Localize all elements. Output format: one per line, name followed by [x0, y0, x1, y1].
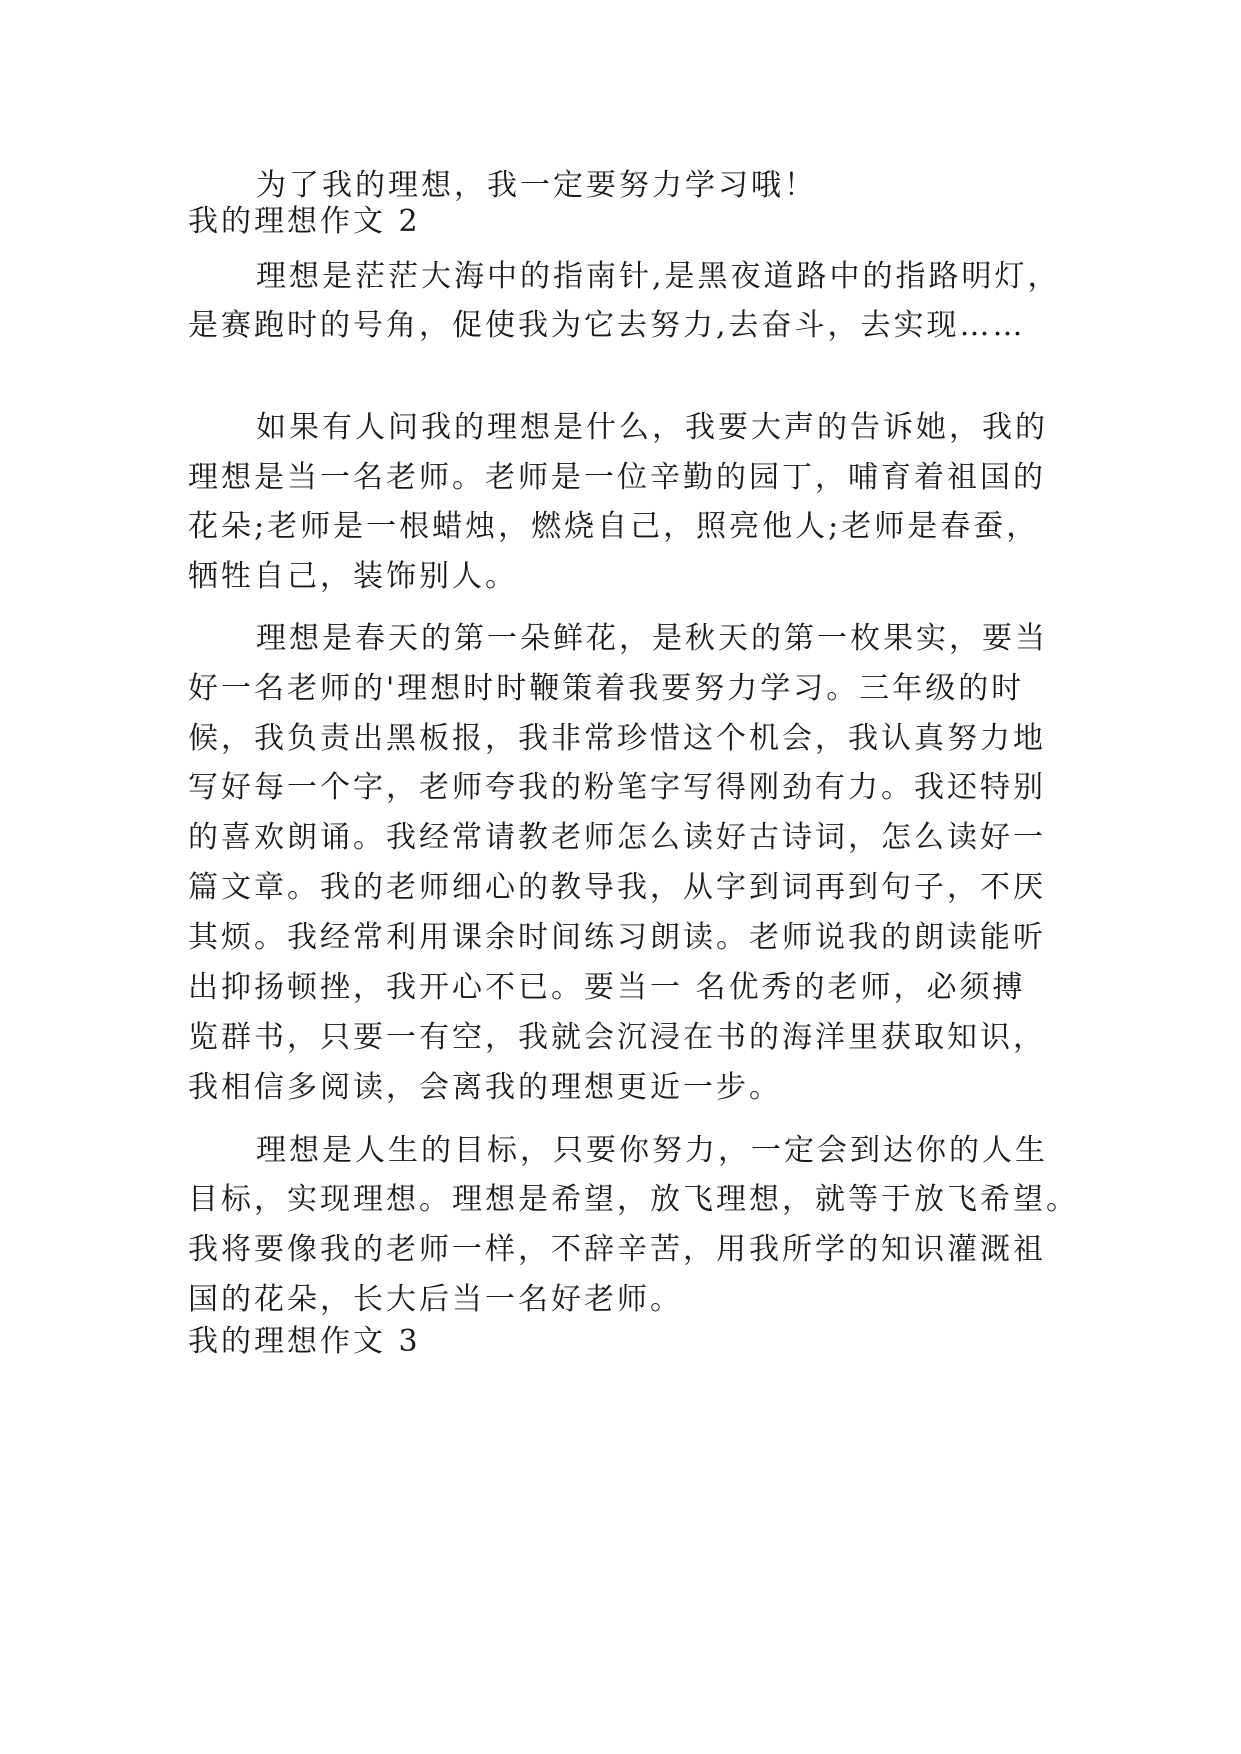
paragraph-line: 理想是茫茫大海中的指南针,是黑夜道路中的指路明灯，: [256, 259, 1061, 294]
paragraph-line: 览群书，只要一有空，我就会沉浸在书的海洋里获取知识，: [188, 1020, 1046, 1055]
paragraph-line: 出抑扬顿挫，我开心不已。要当一 名优秀的老师，必须搏: [188, 970, 1026, 1005]
paragraph-line: 花朵;老师是一根蜡烛，燃烧自己，照亮他人;老师是春蚕，: [188, 509, 1040, 544]
paragraph-line: 其烦。我经常利用课余时间练习朗读。老师说我的朗读能听: [188, 920, 1046, 955]
paragraph-line: 好一名老师的'理想时时鞭策着我要努力学习。三年级的时: [188, 671, 1025, 706]
paragraph-line: 国的花朵，长大后当一名好老师。: [188, 1282, 683, 1317]
paragraph-line: 写好每一个字，老师夸我的粉笔字写得刚劲有力。我还特别: [188, 770, 1046, 805]
paragraph-line: 我将要像我的老师一样，不辞辛苦，用我所学的知识灌溉祖: [188, 1232, 1046, 1267]
paragraph-line: 理想是春天的第一朵鲜花，是秋天的第一枚果实，要当: [256, 621, 1048, 656]
paragraph-line: 如果有人问我的理想是什么，我要大声的告诉她，我的: [256, 410, 1048, 445]
essay2-heading: 我的理想作文 2: [188, 204, 421, 239]
paragraph-line: 候，我负责出黑板报，我非常珍惜这个机会，我认真努力地: [188, 721, 1046, 756]
paragraph-line: 目标，实现理想。理想是希望，放飞理想，就等于放飞希望。: [188, 1182, 1079, 1217]
paragraph-line: 理想是人生的目标，只要你努力，一定会到达你的人生: [256, 1133, 1048, 1168]
paragraph-line: 理想是当一名老师。老师是一位辛勤的园丁，哺育着祖国的: [188, 460, 1046, 495]
essay3-heading: 我的理想作文 3: [188, 1324, 421, 1359]
paragraph-line: 我相信多阅读，会离我的理想更近一步。: [188, 1070, 782, 1105]
paragraph-line: 牺牲自己，装饰别人。: [188, 559, 518, 594]
paragraph-line: 的喜欢朗诵。我经常请教老师怎么读好古诗词，怎么读好一: [188, 820, 1046, 855]
paragraph-line: 是赛跑时的号角，促使我为它去努力,去奋斗，去实现……: [188, 308, 1026, 343]
paragraph-line: 篇文章。我的老师细心的教导我，从字到词再到句子，不厌: [188, 870, 1046, 905]
essay1-closing-line: 为了我的理想，我一定要努力学习哦！: [256, 168, 817, 203]
